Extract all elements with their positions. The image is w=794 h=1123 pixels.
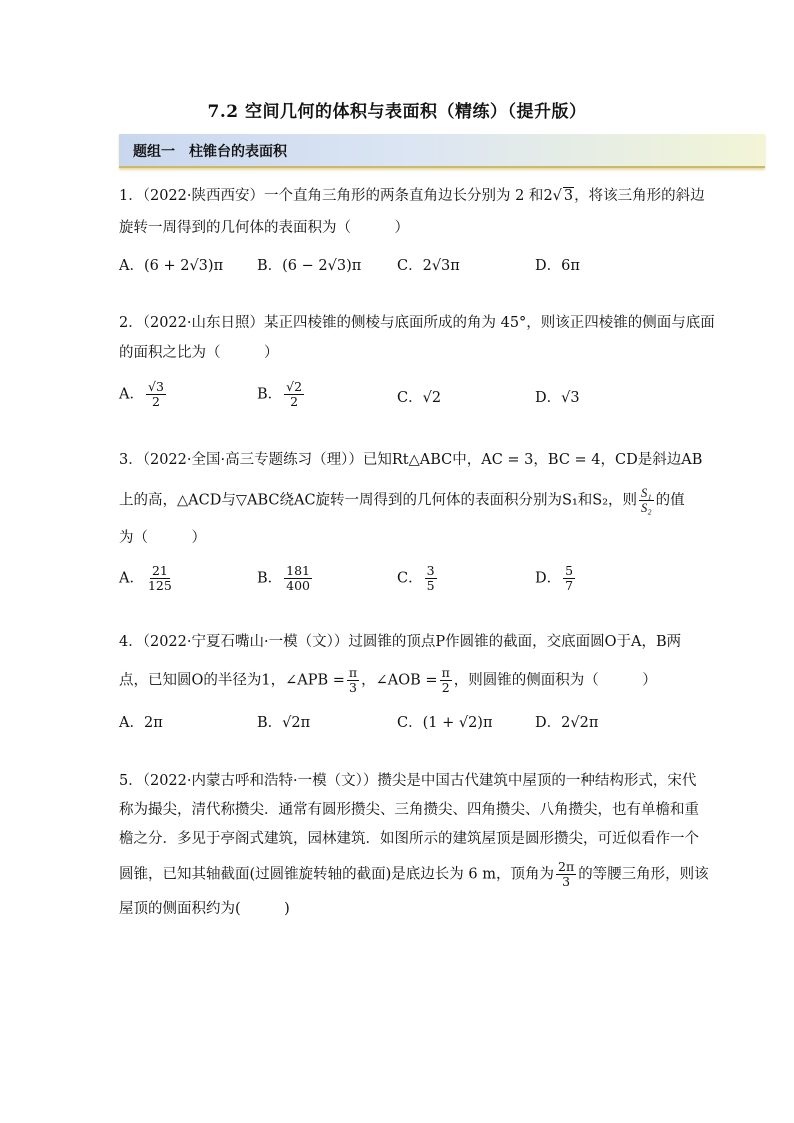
q3-ratio-frac bbox=[639, 486, 654, 515]
q5-line5: 屋顶的侧面积约为( ) bbox=[119, 901, 290, 917]
q2-option-b-frac bbox=[284, 380, 304, 409]
q2-option-a-label: A． bbox=[119, 386, 144, 403]
q5-text-a: 圆锥，已知其轴截面(过圆锥旋转轴的截面)是底边长为 6 m，顶角为 bbox=[119, 866, 555, 883]
q1-radical-coef: 2 bbox=[543, 188, 553, 204]
q2-option-a-frac bbox=[146, 380, 166, 409]
q3-option-b bbox=[257, 564, 314, 593]
q3-ratio-den: S₂ bbox=[641, 501, 652, 515]
q4-option-a: A．2π bbox=[119, 715, 163, 731]
q4-option-c: C．(1 + √2)π bbox=[397, 715, 493, 731]
q3-option-a-label: A． bbox=[119, 570, 144, 587]
q4-f1-num: π bbox=[348, 665, 358, 680]
q3-option-a-frac bbox=[146, 564, 174, 593]
q5-line1: 5．（2022·内蒙古呼和浩特·一模（文））攒尖是中国古代建筑中屋顶的一种结构形式，宋代 bbox=[119, 773, 697, 789]
q2-b-num: √2 bbox=[286, 379, 303, 394]
q2-a-num: √3 bbox=[147, 379, 164, 394]
q2-line1: 2．（2022·山东日照）某正四棱锥的侧棱与底面所成的角为 45°，则该正四棱锥的侧面与底面 bbox=[119, 315, 715, 331]
q4-line1: 4．（2022·宁夏石嘴山·一模（文））过圆锥的顶点P作圆锥的截面，交底面圆O于A，B两 bbox=[119, 634, 682, 650]
q3-a-num: 21 bbox=[151, 563, 168, 578]
q2-option-b bbox=[257, 380, 306, 409]
q4-option-b: B．√2π bbox=[257, 715, 311, 731]
q2-option-d: D．√3 bbox=[535, 390, 580, 406]
q3-ratio-num: S₁ bbox=[641, 486, 652, 500]
q3-text-a: 上的高，△ACD与▽ABC绕AC旋转一周得到的几何体的表面积分别为S₁和S₂，则 bbox=[119, 492, 638, 509]
q5-line2: 称为撮尖，清代称攒尖．通常有圆形攒尖、三角攒尖、四角攒尖、八角攒尖，也有单檐和重 bbox=[119, 802, 699, 818]
section-title: 题组一 柱锥台的表面积 bbox=[133, 144, 287, 160]
q3-option-c-label: C． bbox=[397, 570, 423, 587]
q3-option-c-frac bbox=[425, 564, 437, 593]
q1-radicand: 3 bbox=[563, 188, 574, 204]
q3-b-num: 181 bbox=[286, 563, 311, 578]
q5-apex-angle-frac bbox=[556, 860, 576, 889]
q3-option-b-frac bbox=[284, 564, 312, 593]
q4-text-a: 点，已知圆O的半径为1，∠APB = bbox=[119, 672, 345, 689]
q3-text-b: 的值 bbox=[655, 492, 685, 509]
q5-text-b: 的等腰三角形，则该 bbox=[578, 866, 709, 883]
q3-c-den: 5 bbox=[426, 578, 435, 593]
q2-b-den: 2 bbox=[290, 394, 299, 409]
q5-f-num: 2π bbox=[558, 859, 575, 874]
q4-line2 bbox=[119, 666, 657, 695]
q3-a-den: 125 bbox=[147, 578, 172, 593]
q3-d-num: 5 bbox=[565, 563, 574, 578]
section-header bbox=[119, 134, 765, 168]
q3-line3: 为（ ） bbox=[119, 530, 206, 546]
page-title: 7.2 空间几何的体积与表面积（精练）（提升版） bbox=[207, 102, 587, 122]
q4-angle1-frac bbox=[347, 666, 359, 695]
q3-b-den: 400 bbox=[286, 578, 311, 593]
q3-c-num: 3 bbox=[426, 563, 435, 578]
q3-option-a bbox=[119, 564, 176, 593]
q1-text-a: 1．（2022·陕西西安）一个直角三角形的两条直角边长分别为 2 和 bbox=[119, 188, 544, 204]
q2-a-den: 2 bbox=[151, 394, 160, 409]
q5-f-den: 3 bbox=[562, 874, 571, 889]
q1-option-b: B．(6 − 2√3)π bbox=[257, 258, 362, 274]
q3-option-d-label: D． bbox=[535, 570, 562, 587]
q3-option-d bbox=[535, 564, 577, 593]
q5-line3: 檐之分．多见于亭阁式建筑，园林建筑．如图所示的建筑屋顶是圆形攒尖，可近似看作一个 bbox=[119, 831, 699, 847]
q3-option-c bbox=[397, 564, 439, 593]
q2-option-c: C．√2 bbox=[397, 390, 442, 406]
q3-line1: 3．（2022·全国·高三专题练习（理））已知Rt△ABC中，AC = 3，BC = 4，CD是斜边AB bbox=[119, 452, 703, 468]
q4-angle2-frac bbox=[440, 666, 452, 695]
q3-option-b-label: B． bbox=[257, 570, 283, 587]
q1-option-a: A．(6 + 2√3)π bbox=[119, 258, 224, 274]
q4-text-b: ，∠AOB = bbox=[361, 672, 438, 689]
q1-line2: 旋转一周得到的几何体的表面积为（ ） bbox=[119, 220, 409, 236]
q1-text-b: ，将该三角形的斜边 bbox=[574, 188, 705, 204]
q4-f1-den: 3 bbox=[349, 680, 357, 695]
q2-option-a bbox=[119, 380, 168, 409]
q1-option-c: C．2√3π bbox=[397, 258, 460, 274]
q1-option-d: D．6π bbox=[535, 258, 580, 274]
q3-option-d-frac bbox=[563, 564, 575, 593]
q2-option-b-label: B． bbox=[257, 386, 283, 403]
q4-text-c: ，则圆锥的侧面积为（ ） bbox=[453, 672, 657, 689]
q5-line4 bbox=[119, 860, 709, 889]
q4-f2-den: 2 bbox=[441, 680, 450, 695]
q3-line2 bbox=[119, 486, 685, 515]
q2-line2: 的面积之比为（ ） bbox=[119, 345, 279, 361]
q1-line1: 1．（2022·陕西西安）一个直角三角形的两条直角边长分别为 2 和2√ 3，将该三角形的斜边 bbox=[119, 188, 705, 204]
q4-option-d: D．2√2π bbox=[535, 715, 599, 731]
q3-d-den: 7 bbox=[565, 578, 574, 593]
q4-f2-num: π bbox=[441, 665, 450, 680]
